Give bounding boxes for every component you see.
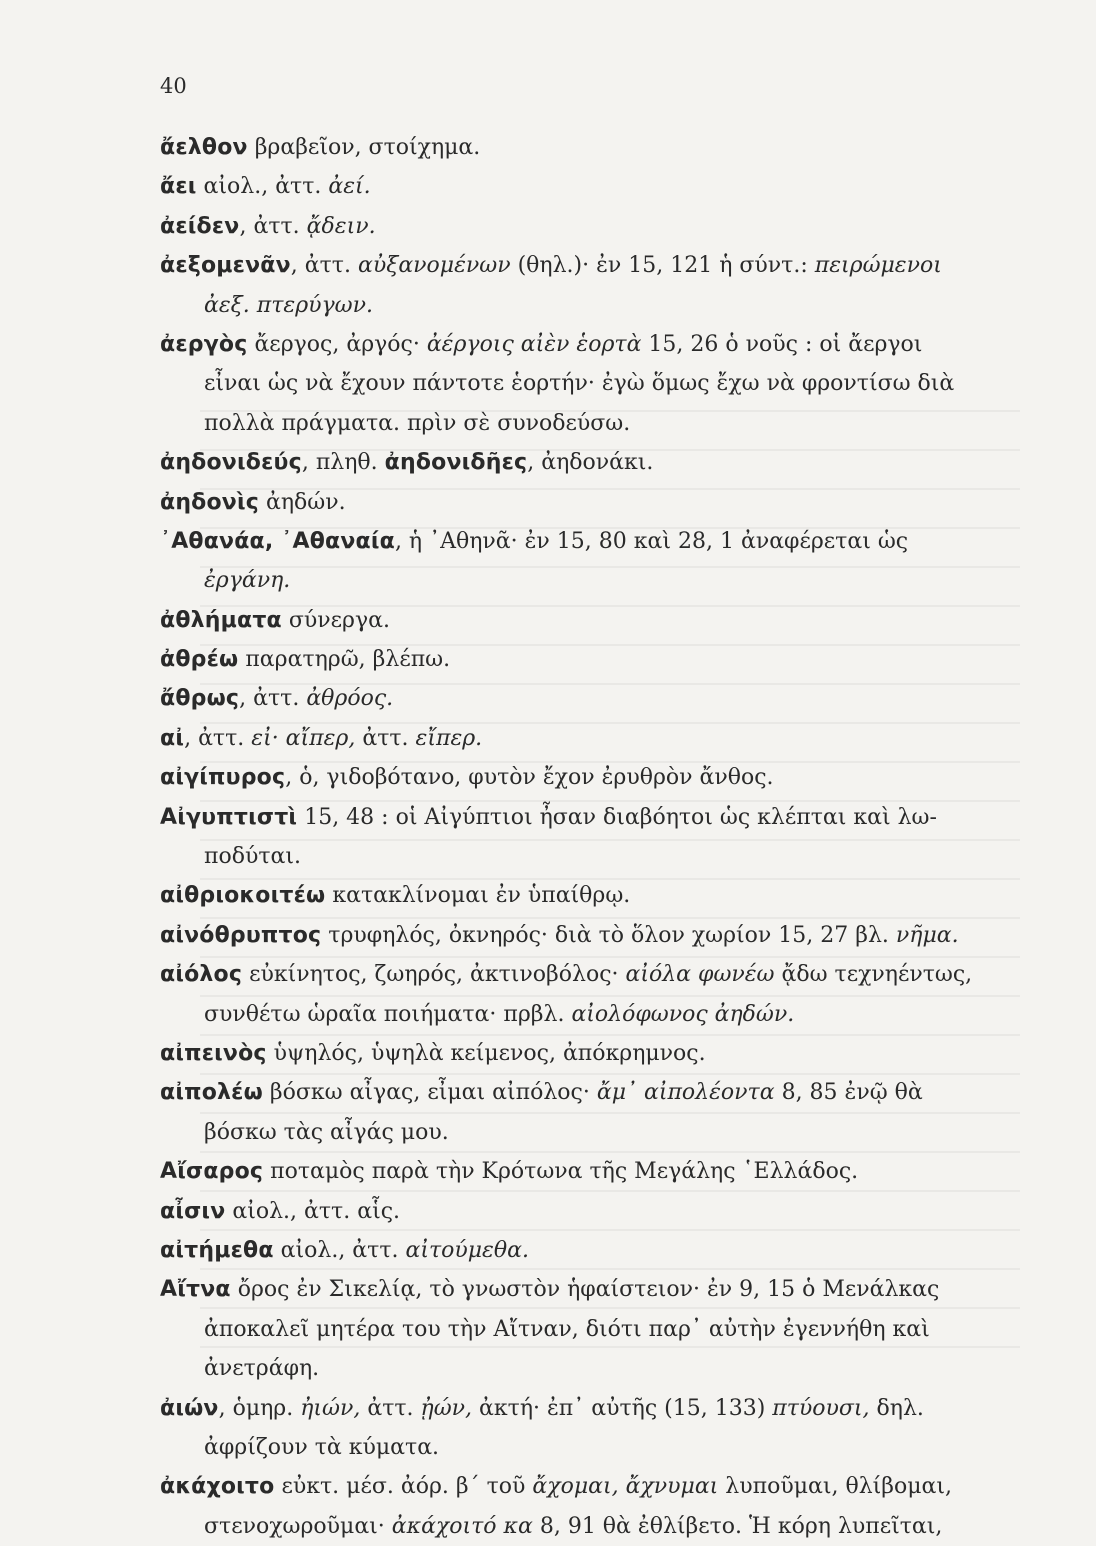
entry-line xyxy=(160,483,1006,522)
entry-line xyxy=(160,1467,1006,1506)
entry-line xyxy=(160,325,1006,364)
definition-text: 8, 91 θὰ ἐθλίβετο. Ἡ κόρη λυπεῖται, xyxy=(532,1513,943,1539)
headword: αἰ xyxy=(160,725,185,751)
definition-text: ἀνετράφη. xyxy=(204,1356,320,1382)
headword: Αἴτνα xyxy=(160,1277,231,1303)
definition-text: , ὁμηρ. xyxy=(218,1395,301,1421)
entry-line xyxy=(160,679,1006,718)
entry-line xyxy=(160,522,1006,561)
entry-continuation-line xyxy=(160,837,1006,876)
entry-continuation-line xyxy=(160,561,1006,600)
entry-continuation-line xyxy=(160,1428,1006,1467)
definition-text: αἰολ., ἀττ. αἷς. xyxy=(225,1198,401,1224)
definition-text: 8, 85 ἐνῷ θὰ xyxy=(774,1080,923,1106)
entry-continuation-line xyxy=(160,404,1006,443)
headword: ᾿Αθανάα, ᾿Αθαναία xyxy=(160,528,395,554)
headword: ἀείδεν xyxy=(160,213,240,239)
italic-text: νῆμα. xyxy=(895,922,959,948)
definition-text: εἶναι ὡς νὰ ἔχουν πάντοτε ἑορτήν· ἐγὼ ὅμως ἔχω νὰ φροντίσω διὰ xyxy=(204,371,955,397)
definition-text: εὐκτ. μέσ. ἀόρ. β΄ τοῦ xyxy=(274,1474,533,1500)
headword: αἶσιν xyxy=(160,1198,226,1224)
italic-text: ἐργάνη. xyxy=(204,568,291,594)
italic-text: αἰολόφωνος ἀηδών. xyxy=(571,1001,795,1027)
entry-continuation-line xyxy=(160,1113,1006,1152)
headword: αἰτήμεθα xyxy=(160,1237,274,1263)
italic-text: πτύουσι, xyxy=(772,1395,870,1421)
definition-text: αἰολ., ἀττ. xyxy=(273,1237,406,1263)
definition-text: ποδύται. xyxy=(204,844,301,870)
definition-text: αἰολ., ἀττ. xyxy=(196,174,329,200)
definition-text: , ἀττ. xyxy=(184,725,252,751)
definition-text: , ἀττ. xyxy=(239,686,307,712)
entry-line xyxy=(160,1034,1006,1073)
entry-line xyxy=(160,1073,1006,1112)
definition-text: ᾄδω τεχνηέντως, xyxy=(774,962,973,988)
entry-continuation-line xyxy=(160,286,1006,325)
entry-line xyxy=(160,1270,1006,1309)
headword: ἀηδονὶς xyxy=(160,489,260,515)
entry-continuation-line xyxy=(160,1507,1006,1546)
definition-text: κατακλίνομαι ἐν ὑπαίθρῳ. xyxy=(325,883,631,909)
entry-line xyxy=(160,758,1006,797)
definition-text: , ἀττ. xyxy=(239,213,307,239)
definition-text: σύνεργα. xyxy=(281,607,390,633)
entry-line xyxy=(160,1192,1006,1231)
definition-text: ἀττ. xyxy=(355,725,416,751)
entry-continuation-line xyxy=(160,995,1006,1034)
headword: ἀεργὸς xyxy=(160,331,248,357)
definition-text: ἄεργος, ἀργός· xyxy=(247,331,427,357)
italic-text: ἀεί. xyxy=(328,174,371,200)
entry-line xyxy=(160,798,1006,837)
headword: αἰόλος xyxy=(160,962,243,988)
definition-text: ἀκτή· ἐπ᾿ αὐτῆς (15, 133) xyxy=(472,1395,773,1421)
definition-text: εὐκίνητος, ζωηρός, ἀκτινοβόλος· xyxy=(242,962,626,988)
headword: ἄθρως xyxy=(160,686,240,712)
headword: ἀιών xyxy=(160,1395,219,1421)
entry-line xyxy=(160,167,1006,206)
definition-text: τρυφηλός, ὀκνηρός· διὰ τὸ ὅλον χωρίον 15, 27 βλ. xyxy=(321,922,896,948)
definition-text: ἀττ. xyxy=(360,1395,421,1421)
definition-text: (θηλ.)· ἐν 15, 121 ἡ σύντ.: xyxy=(510,253,815,279)
italic-text: ᾐών, xyxy=(420,1395,473,1421)
italic-text: ἀθρόος. xyxy=(306,686,394,712)
entry-line xyxy=(160,719,1006,758)
headword: Αἴσαρος xyxy=(160,1159,264,1185)
definition-text: , ὁ, γιδοβότανο, φυτὸν ἔχον ἐρυθρὸν ἄνθος. xyxy=(285,765,774,791)
italic-text: ἄμ᾿ αἰπολέοντα xyxy=(596,1080,775,1106)
italic-text: ἀκάχοιτό κα xyxy=(391,1513,533,1539)
italic-text: εἴπερ. xyxy=(415,725,483,751)
entry-line xyxy=(160,443,1006,482)
headword: ἄει xyxy=(160,174,197,200)
definition-text: , ἀηδονάκι. xyxy=(527,450,654,476)
headword: ἀκάχοιτο xyxy=(160,1474,275,1500)
entry-line xyxy=(160,207,1006,246)
dictionary-entries xyxy=(160,128,1006,1546)
italic-text: αὐξανομένων xyxy=(357,253,511,279)
definition-text: βόσκω αἶγας, εἶμαι αἰπόλος· xyxy=(262,1080,597,1106)
entry-line xyxy=(160,916,1006,955)
headword: αἰπεινὸς xyxy=(160,1040,267,1066)
definition-text: πολλὰ πράγματα. πρὶν σὲ συνοδεύσω. xyxy=(204,410,631,436)
headword: ἀθρέω xyxy=(160,647,239,673)
definition-text: συνθέτω ὡραῖα ποιήματα· πρβλ. xyxy=(204,1001,572,1027)
entry-continuation-line xyxy=(160,1310,1006,1349)
definition-text: στενοχωροῦμαι· xyxy=(204,1513,392,1539)
definition-text: , ἀττ. xyxy=(290,253,358,279)
entry-line xyxy=(160,876,1006,915)
definition-text: ἀηδών. xyxy=(259,489,346,515)
definition-text: 15, 48 : οἱ Αἰγύπτιοι ἦσαν διαβόητοι ὡς κλέπται καὶ λω- xyxy=(297,804,937,830)
headword: ἀεξομενᾶν xyxy=(160,253,291,279)
definition-text: δηλ. xyxy=(869,1395,924,1421)
italic-text: αἰόλα φωνέω xyxy=(625,962,775,988)
entry-line xyxy=(160,246,1006,285)
definition-text: 15, 26 ὁ νοῦς : οἱ ἄεργοι xyxy=(641,331,923,357)
headword: Αἰγυπτιστὶ xyxy=(160,804,298,830)
headword: ἀθλήματα xyxy=(160,607,282,633)
headword: αἰθριοκοιτέω xyxy=(160,883,326,909)
headword: ἄελθον xyxy=(160,135,248,160)
definition-text: ὄρος ἐν Σικελίᾳ, τὸ γνωστὸν ἡφαίστειον· ἐν 9, 15 ὁ Μενάλκας xyxy=(230,1277,940,1303)
headword: αἰνόθρυπτος xyxy=(160,922,322,948)
entry-line xyxy=(160,1389,1006,1428)
definition-text: βραβεῖον, στοίχημα. xyxy=(247,135,481,160)
entry-line xyxy=(160,640,1006,679)
definition-text: ποταμὸς παρὰ τὴν Κρότωνα τῆς Μεγάλης ῾Ελλάδος. xyxy=(263,1159,859,1185)
definition-text: παρατηρῶ, βλέπω. xyxy=(238,647,451,673)
italic-text: ἀεξ. πτερύγων. xyxy=(204,292,373,318)
headword: αἰπολέω xyxy=(160,1080,263,1106)
definition-text: βόσκω τὰς αἶγάς μου. xyxy=(204,1119,449,1145)
entry-line xyxy=(160,1231,1006,1270)
italic-text: αἰτούμεθα. xyxy=(405,1237,529,1263)
definition-text: ἀφρίζουν τὰ κύματα. xyxy=(204,1434,440,1460)
entry-line xyxy=(160,1152,1006,1191)
italic-text: ἠιών, xyxy=(300,1395,361,1421)
definition-text: ἀποκαλεῖ μητέρα του τὴν Αἴτναν, διότι παρ᾿ αὐτὴν ἐγεννήθη καὶ xyxy=(204,1316,930,1342)
headword: ἀηδονιδεύς xyxy=(160,450,302,476)
entry-line xyxy=(160,601,1006,640)
headword: αἰγίπυρος xyxy=(160,765,286,791)
entry-continuation-line xyxy=(160,364,1006,403)
italic-text: πειρώμενοι xyxy=(814,253,942,279)
entry-line xyxy=(160,128,1006,167)
definition-text: ὑψηλός, ὑψηλὰ κείμενος, ἀπόκρημνος. xyxy=(266,1040,706,1066)
definition-text: λυποῦμαι, θλίβομαι, xyxy=(718,1474,953,1500)
definition-text: , ἡ ᾿Αθηνᾶ· ἐν 15, 80 καὶ 28, 1 ἀναφέρεται ὡς xyxy=(394,528,909,554)
headword: ἀηδονιδῆες xyxy=(384,450,528,476)
italic-text: ἀέργοις αἰὲν ἑορτὰ xyxy=(426,331,642,357)
italic-text: ἄχομαι, ἄχνυμαι xyxy=(532,1474,719,1500)
entry-line xyxy=(160,955,1006,994)
entry-continuation-line xyxy=(160,1349,1006,1388)
italic-text: εἰ· αἴπερ, xyxy=(251,725,356,751)
italic-text: ᾄδειν. xyxy=(306,213,376,239)
page-number: 40 xyxy=(160,74,187,98)
definition-text: , πληθ. xyxy=(301,450,385,476)
